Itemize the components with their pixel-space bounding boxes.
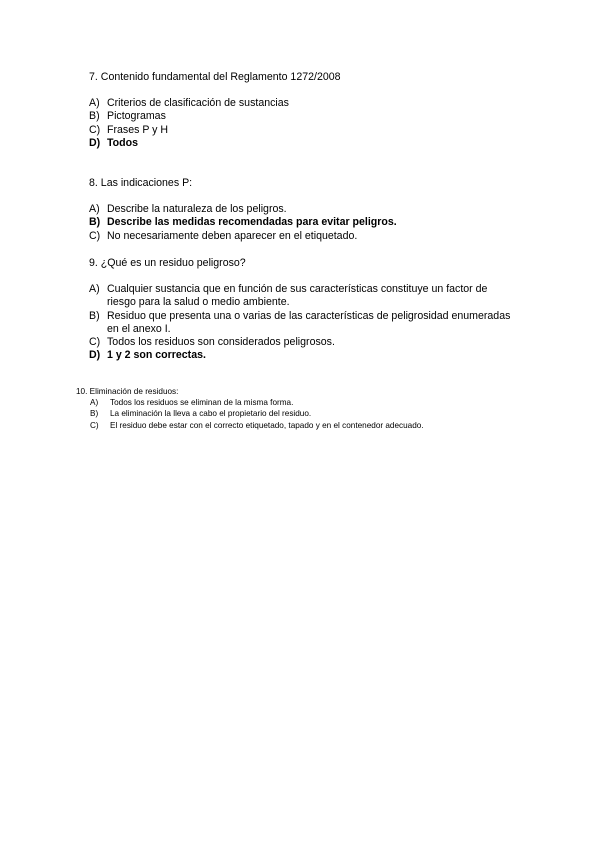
option-b xyxy=(90,408,546,419)
question-title xyxy=(89,71,529,84)
question-number: 10. xyxy=(76,387,88,396)
option-letter: B) xyxy=(89,309,100,322)
option-letter: A) xyxy=(89,203,100,216)
option-d xyxy=(89,349,519,362)
option-letter: C) xyxy=(89,123,101,136)
question-text: Eliminación de residuos: xyxy=(89,387,179,396)
option-text: La eliminación la lleva a cabo el propietario del residuo. xyxy=(110,409,312,419)
option-text-correct: Describe las medidas recomendadas para evitar peligros. xyxy=(107,216,397,229)
option-c xyxy=(90,420,546,431)
option-text: Residuo que presenta una o varias de las características de peligrosidad enumeradas en el anexo I. xyxy=(107,309,511,335)
question-number: 9. xyxy=(89,257,98,269)
option-a xyxy=(89,203,529,216)
question-text: Las indicaciones P: xyxy=(100,177,193,189)
option-text: Describe la naturaleza de los peligros. xyxy=(107,203,287,216)
question-text: Contenido fundamental del Reglamento 1272/2008 xyxy=(100,71,341,83)
option-b xyxy=(89,216,529,229)
question-8 xyxy=(89,177,529,243)
option-letter: B) xyxy=(89,216,101,229)
option-letter: C) xyxy=(89,229,101,242)
option-a xyxy=(89,283,519,309)
option-letter: C) xyxy=(89,336,101,349)
option-text: No necesariamente deben aparecer en el etiquetado. xyxy=(107,229,358,242)
option-c xyxy=(89,336,519,349)
option-b xyxy=(89,110,529,123)
question-title xyxy=(89,177,529,190)
option-letter: A) xyxy=(90,398,99,408)
question-number: 7. xyxy=(89,71,98,83)
option-a xyxy=(89,97,529,110)
option-letter: A) xyxy=(89,283,100,296)
question-title xyxy=(89,257,519,270)
option-list xyxy=(89,203,529,243)
option-letter: D) xyxy=(89,349,101,362)
option-list xyxy=(76,397,546,431)
question-7 xyxy=(89,71,529,150)
option-letter: A) xyxy=(89,97,100,110)
question-10 xyxy=(76,386,546,431)
option-text-correct: Todos xyxy=(107,136,138,149)
option-letter: C) xyxy=(90,420,99,430)
option-c xyxy=(89,230,529,243)
option-text: El residuo debe estar con el correcto etiquetado, tapado y en el contenedor adecuado. xyxy=(110,420,424,430)
option-list xyxy=(89,97,529,150)
question-text: ¿Qué es un residuo peligroso? xyxy=(100,257,246,269)
option-letter: B) xyxy=(90,409,99,419)
option-letter: B) xyxy=(89,110,100,123)
option-text-correct: 1 y 2 son correctas. xyxy=(107,349,206,362)
option-text: Todos los residuos se eliminan de la misma forma. xyxy=(110,398,294,408)
option-text: Cualquier sustancia que en función de sus características constituye un factor de riesgo para la salud o medio ambiente. xyxy=(107,283,488,309)
question-9 xyxy=(89,257,519,362)
option-letter: D) xyxy=(89,136,101,149)
option-text: Todos los residuos son considerados peligrosos. xyxy=(107,336,335,349)
option-a xyxy=(90,397,546,408)
option-b xyxy=(89,310,519,336)
option-text: Criterios de clasificación de sustancias xyxy=(107,97,289,110)
question-title xyxy=(76,386,546,397)
option-c xyxy=(89,124,529,137)
option-text: Pictogramas xyxy=(107,110,166,123)
option-list xyxy=(89,283,519,362)
option-d xyxy=(89,137,529,150)
question-number: 8. xyxy=(89,177,98,189)
option-text: Frases P y H xyxy=(107,123,169,136)
